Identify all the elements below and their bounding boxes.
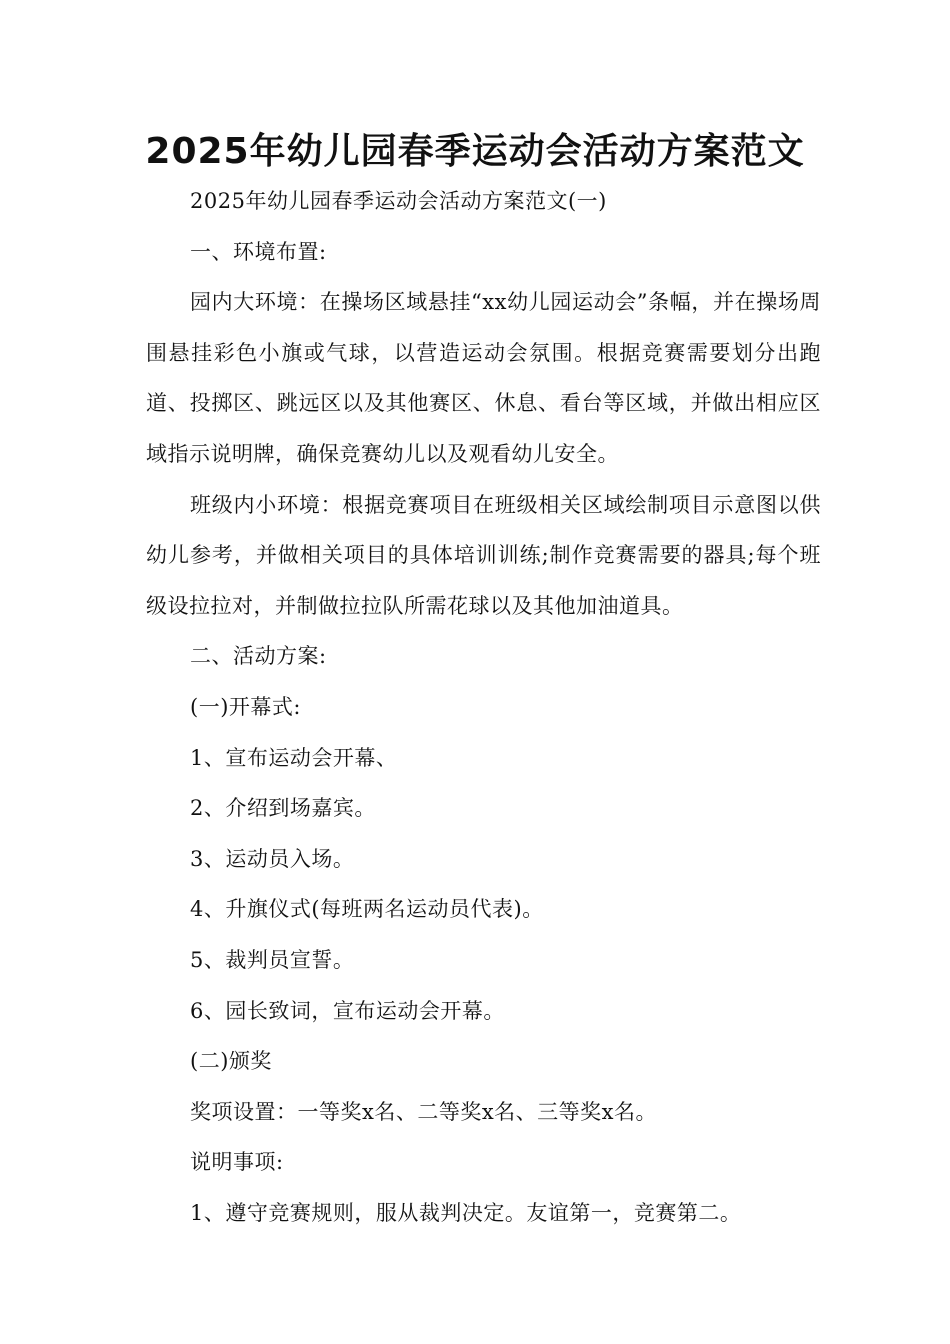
document-body <box>146 176 821 1238</box>
list-item: 5、裁判员宣誓。 <box>190 947 355 972</box>
list-item: 4、升旗仪式(每班两名运动员代表)。 <box>190 897 544 922</box>
list-item: 2、介绍到场嘉宾。 <box>190 796 376 821</box>
subtitle-paragraph: 2025年幼儿园春季运动会活动方案范文(一) <box>190 189 607 213</box>
list-item: 6、园长致词，宣布运动会开幕。 <box>190 998 505 1023</box>
subsection-heading: (二)颁奖 <box>190 1049 272 1074</box>
list-item: 3、运动员入场。 <box>190 846 355 871</box>
body-paragraph: 奖项设置：一等奖x名、二等奖x名、三等奖x名。 <box>190 1099 658 1124</box>
list-item: 1、宣布运动会开幕、 <box>190 745 398 770</box>
section-heading: 二、活动方案: <box>190 644 327 669</box>
body-paragraph: 班级内小环境：根据竞赛项目在班级相关区域绘制项目示意图以供幼儿参考，并做相关项目的具体培训训练;制作竞赛需要的器具;每个班级设拉拉对，并制做拉拉队所需花球以及其他加油道具。 <box>146 492 821 618</box>
body-paragraph: 说明事项: <box>190 1150 284 1175</box>
section-heading: 一、环境布置: <box>190 239 327 264</box>
body-paragraph: 园内大环境：在操场区域悬挂“xx幼儿园运动会”条幅，并在操场周围悬挂彩色小旗或气球，以营造运动会氛围。根据竞赛需要划分出跑道、投掷区、跳远区以及其他赛区、休息、看台等区域，并做出相应区域指示说明牌，确保竞赛幼儿以及观看幼儿安全。 <box>146 290 821 466</box>
list-item: 1、遵守竞赛规则，服从裁判决定。友谊第一，竞赛第二。 <box>190 1200 742 1225</box>
document-title: 2025年幼儿园春季运动会活动方案范文 <box>145 131 805 172</box>
subsection-heading: (一)开幕式: <box>190 694 301 719</box>
